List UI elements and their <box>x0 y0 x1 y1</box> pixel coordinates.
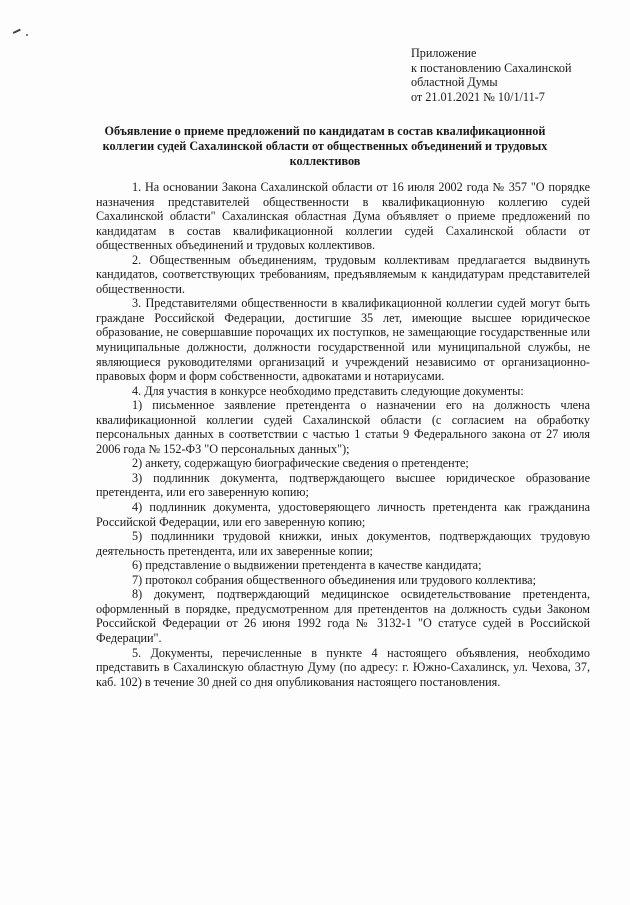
appendix-header <box>411 46 621 104</box>
appendix-line: к постановлению Сахалинской <box>411 60 572 75</box>
document-body <box>96 180 590 689</box>
scan-dot <box>26 34 28 36</box>
scan-mark <box>13 29 24 40</box>
document-title: Объявление о приеме предложений по кандидатам в состав квалификационной коллегии судей Сахалинской области от общественных объединений и трудовых коллективов <box>102 124 548 168</box>
paragraph-4: 4. Для участия в конкурсе необходимо представить следующие документы: <box>132 383 524 398</box>
list-item-6: 6) представление о выдвижении претендента в качестве кандидата; <box>132 558 482 573</box>
list-item-5: 5) подлинники трудовой книжки, иных документов, подтверждающих трудовую деятельность претендента, или их заверенные копии; <box>96 529 590 558</box>
list-item-2: 2) анкету, содержащую биографические сведения о претенденте; <box>132 456 469 471</box>
paragraph-1: 1. На основании Закона Сахалинской области от 16 июля 2002 года № 357 "О порядке назначения представителей общественности в квалификационную коллегию судей Сахалинской области" Сахалинская областная Дума объявляет о приеме предложений по кандидатам в состав квалификационной коллегии судей Сахалинской области от общественных объединений и трудовых коллективов. <box>96 180 590 253</box>
list-item-7: 7) протокол собрания общественного объединения или трудового коллектива; <box>132 572 536 587</box>
appendix-line: Приложение <box>411 46 477 60</box>
paragraph-5: 5. Документы, перечисленные в пункте 4 настоящего объявления, необходимо представить в Сахалинскую областную Думу (по адресу: г. Южно-Сахалинск, ул. Чехова, 37, каб. 102) в течение 30 дней со дня опубликования настоящего постановления. <box>96 645 590 689</box>
list-item-1: 1) письменное заявление претендента о назначении его на должность члена квалификационной коллегии судей Сахалинской области (с согласием на обработку персональных данных в соответствии с частью 1 статьи 9 Федерального закона от 27 июля 2006 года № 152-ФЗ "О персональных данных"); <box>96 398 590 456</box>
appendix-line: от 21.01.2021 № 10/1/11-7 <box>411 89 545 104</box>
list-item-3: 3) подлинник документа, подтверждающего высшее юридическое образование претендента, или его заверенную копию; <box>96 470 590 500</box>
appendix-line: областной Думы <box>411 75 498 90</box>
list-item-8: 8) документ, подтверждающий медицинское освидетельствование претендента, оформленный в порядке, предусмотренном для претендентов на должность судьи Законом Российской Федерации от 26 июня 1992 года № 3132-1 "О статусе судей в Российской Федерации". <box>96 587 590 645</box>
list-item-4: 4) подлинник документа, удостоверяющего личность претендента как гражданина Российской Федерации, или его заверенную копию; <box>96 500 590 529</box>
paragraph-2: 2. Общественным объединениям, трудовым коллективам предлагается выдвинуть кандидатов, соответствующих требованиям, предъявляемым к кандидатурам представителей общественности. <box>96 252 590 296</box>
paragraph-3: 3. Представителями общественности в квалификационной коллегии судей могут быть граждане Российской Федерации, достигшие 35 лет, имеющие высшее юридическое образование, не совершавшие порочащих их поступков, не замещающие государственные или муниципальные должности, должности государственной или муниципальной службы, не являющиеся руководителями организаций и учреждений независимо от организационно-правовых форм и форм собственности, адвокатами и нотариусами. <box>96 296 590 384</box>
